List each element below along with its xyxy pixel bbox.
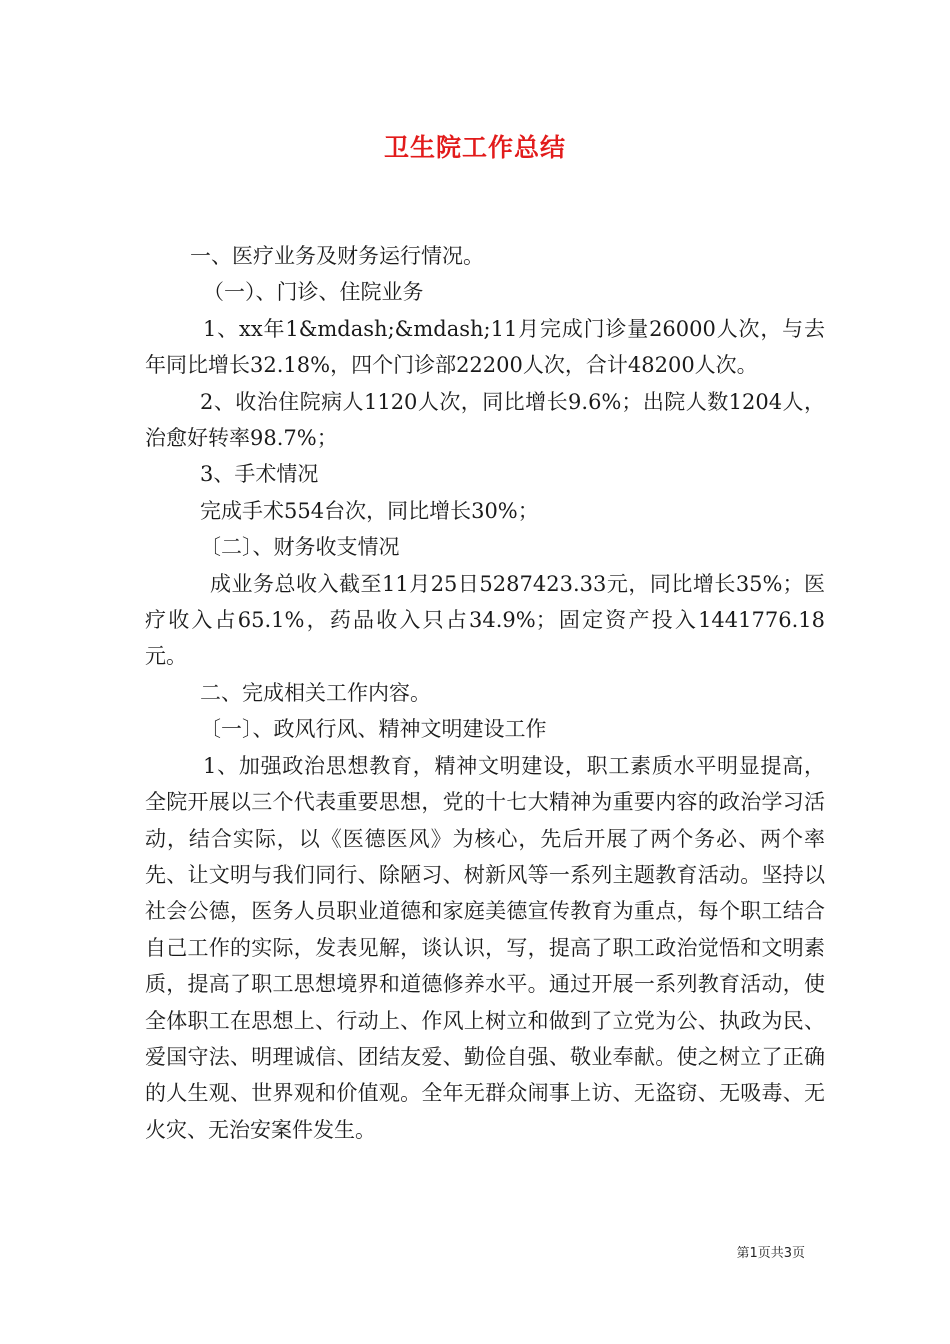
paragraph: 1、xx年1&mdash;&mdash;11月完成门诊量26000人次，与去年同比增长32.18%，四个门诊部22200人次，合计48200人次。: [145, 316, 825, 378]
page-title: 卫生院工作总结: [383, 133, 566, 162]
paragraph: 2、收治住院病人1120人次，同比增长9.6%；出院人数1204人，治愈好转率98.7%；: [145, 389, 825, 451]
subsection-heading: （一）、门诊、住院业务: [203, 280, 424, 305]
section-heading: 一、医疗业务及财务运行情况。: [190, 244, 484, 268]
paragraph: 成业务总收入截至11月25日5287423.33元，同比增长35%；医疗收入占65.1%，药品收入只占34.9%；固定资产投入1441776.18元。: [145, 571, 825, 669]
paragraph: 1、加强政治思想教育，精神文明建设，职工素质水平明显提高，全院开展以三个代表重要思想，党的十七大精神为重要内容的政治学习活动，结合实际，以《医德医风》为核心，先后开展了两个务必、两个率先、让文明与我们同行、除陋习、树新风等一系列主题教育活动。坚持以社会公德，医务人员职业道德和家庭美德宣传教育为重点，每个职工结合自己工作的实际，发表见解，谈认识，写，提高了职工政治觉悟和文明素质，提高了职工思想境界和道德修养水平。通过开展一系列教育活动，使全体职工在思想上、行动上、作风上树立和做到了立党为公、执政为民、爱国守法、明理诚信、团结友爱、勤俭自强、敬业奉献。使之树立了正确的人生观、世界观和价值观。全年无群众闹事上访、无盗窃、无吸毒、无火灾、无治安案件发生。: [145, 753, 825, 1142]
subsection-heading: 〔一〕、政风行风、精神文明建设工作: [200, 717, 547, 742]
document-body: [145, 238, 825, 1148]
page-number: 第1页共3页: [736, 1246, 805, 1261]
section-heading: 二、完成相关工作内容。: [200, 680, 431, 705]
paragraph: 完成手术554台次，同比增长30%；: [200, 498, 539, 523]
subsection-heading: 〔二〕、财务收支情况: [200, 535, 400, 560]
paragraph: 3、手术情况: [200, 462, 319, 487]
